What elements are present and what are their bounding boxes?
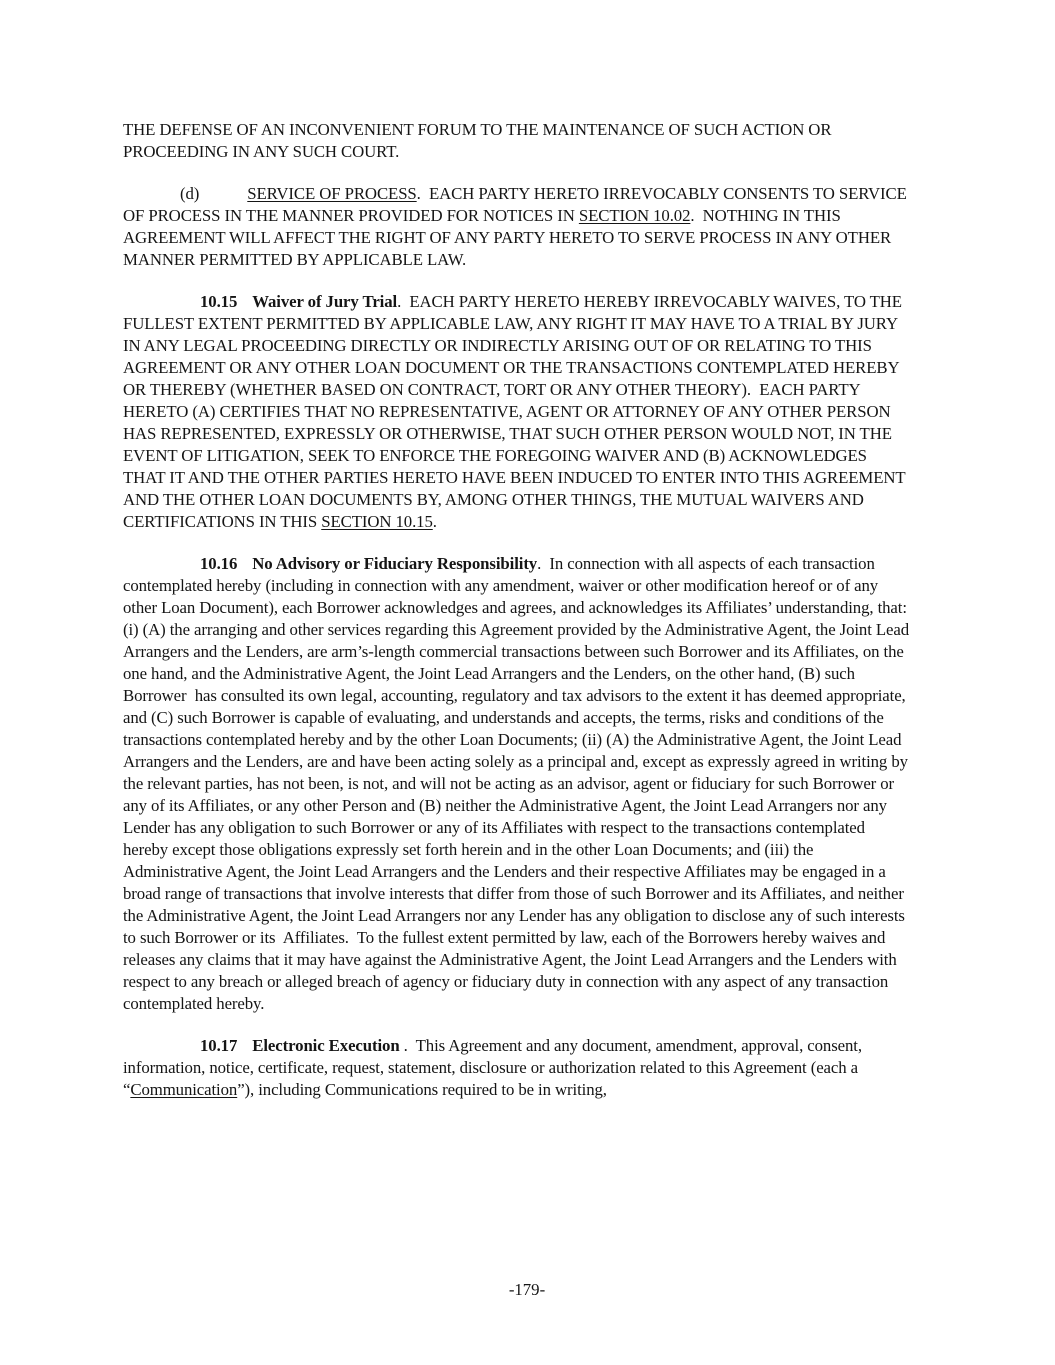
section-title: No Advisory or Fiduciary Responsibility [252,554,538,573]
body-text: . This Agreement and any document, amendment, approval, consent, information, notice, certificate, request, statement, disclosure or authorization related to this Agreement (each a “ [123,1036,867,1099]
body-text: . In connection with all aspects of each transaction contemplated hereby (including in connection with any amendment, waiver or other modification hereof or of any other Loan Document), each Borrower acknowledges and agrees, and acknowledges its Affiliates’ understanding, that: (i) (A) the arranging and other services regarding this Agreement provided by the Administrative Agent, the Joint Lead Arrangers and the Lenders, are arm’s-length commercial transactions between such Borrower and its Affiliates, on the one hand, and the Administrative Agent, the Joint Lead Arrangers and the Lenders, on the other hand, (B) such Borrower has consulted its own legal, accounting, regulatory and tax advisors to the extent it has deemed appropriate, and (C) such Borrower is capable of evaluating, and understands and accepts, the terms, risks and conditions of the transactions contemplated hereby and by the other Loan Documents; (ii) (A) the Administrative Agent, the Joint Lead Arrangers and the Lenders, are and have been acting solely as a principal and, except as expressly agreed in writing by the relevant parties, has not been, is not, and will not be acting as an advisor, agent or fiduciary for such Borrower or any of its Affiliates, or any other Person and (B) neither the Administrative Agent, the Joint Lead Arrangers nor any Lender has any obligation to such Borrower or any of its Affiliates with respect to the transactions contemplated hereby except those obligations expressly set forth herein and in the other Loan Documents; and (iii) the Administrative Agent, the Joint Lead Arrangers and the Lenders and their respective Affiliates may be engaged in a broad range of transactions that involve interests that differ from those of such Borrower and its Affiliates, and neither the Administrative Agent, the Joint Lead Arrangers nor any Lender has any obligation to disclose any of such interests to such Borrower or its Affiliates. To the fullest extent permitted by law, each of the Borrowers hereby waives and releases any claims that it may have against the Administrative Agent, the Joint Lead Arrangers and the Lenders with respect to any breach or alleged breach of agency or fiduciary duty in connection with any aspect of any transaction contemplated hereby. [123,554,916,1013]
page-body-text [123,119,931,1101]
clause-heading: SERVICE OF PROCESS [247,184,417,203]
section-title: Waiver of Jury Trial [252,292,398,311]
clause-letter: (d) [180,184,200,203]
paragraph-no-advisory-or-fiduciary-responsibility [123,553,916,1015]
paragraph-electronic-execution [123,1035,910,1101]
body-text: THE DEFENSE OF AN INCONVENIENT FORUM TO THE MAINTENANCE OF SUCH ACTION OR PROCEEDING IN ANY SUCH COURT. [123,120,836,161]
section-reference: SECTION 10.15 [321,512,433,531]
defined-term: Communication [130,1080,238,1099]
body-text: . [432,512,437,531]
section-number: 10.17 [200,1036,238,1055]
section-reference: SECTION 10.02 [578,206,691,225]
section-number: 10.15 [200,292,238,311]
page-footer [123,1279,931,1301]
section-title: Electronic Execution [252,1036,400,1055]
body-text: . EACH PARTY HERETO IRREVOCABLY CONSENTS TO SERVICE OF PROCESS IN THE MANNER PROVIDED FOR NOTICES IN [123,184,911,225]
body-text: ”), including Communications required to be in writing, [237,1080,607,1099]
paragraph-waiver-of-jury-trial [123,291,910,533]
page-number: -179- [508,1280,546,1299]
body-text: . EACH PARTY HERETO HEREBY IRREVOCABLY WAIVES, TO THE FULLEST EXTENT PERMITTED BY APPLICABLE LAW, ANY RIGHT IT MAY HAVE TO A TRIAL BY JURY IN ANY LEGAL PROCEEDING DIRECTLY OR INDIRECTLY ARISING OUT OF OR RELATING TO THIS AGREEMENT OR ANY OTHER LOAN DOCUMENT OR THE TRANSACTIONS CONTEMPLATED HEREBY OR THEREBY (WHETHER BASED ON CONTRACT, TORT OR ANY OTHER THEORY). EACH PARTY HERETO (A) CERTIFIES THAT NO REPRESENTATIVE, AGENT OR ATTORNEY OF ANY OTHER PERSON HAS REPRESENTED, EXPRESSLY OR OTHERWISE, THAT SUCH OTHER PERSON WOULD NOT, IN THE EVENT OF LITIGATION, SEEK TO ENFORCE THE FOREGOING WAIVER AND (B) ACKNOWLEDGES THAT IT AND THE OTHER PARTIES HERETO HAVE BEEN INDUCED TO ENTER INTO THIS AGREEMENT AND THE OTHER LOAN DOCUMENTS BY, AMONG OTHER THINGS, THE MUTUAL WAIVERS AND CERTIFICATIONS IN THIS [123,292,909,531]
section-number: 10.16 [200,554,238,573]
paragraph-service-of-process [123,183,931,271]
paragraph-forum-continuation [123,119,931,163]
body-text: . NOTHING IN THIS AGREEMENT WILL AFFECT THE RIGHT OF ANY PARTY HERETO TO SERVE PROCESS IN ANY OTHER MANNER PERMITTED BY APPLICABLE LAW. [123,206,896,269]
